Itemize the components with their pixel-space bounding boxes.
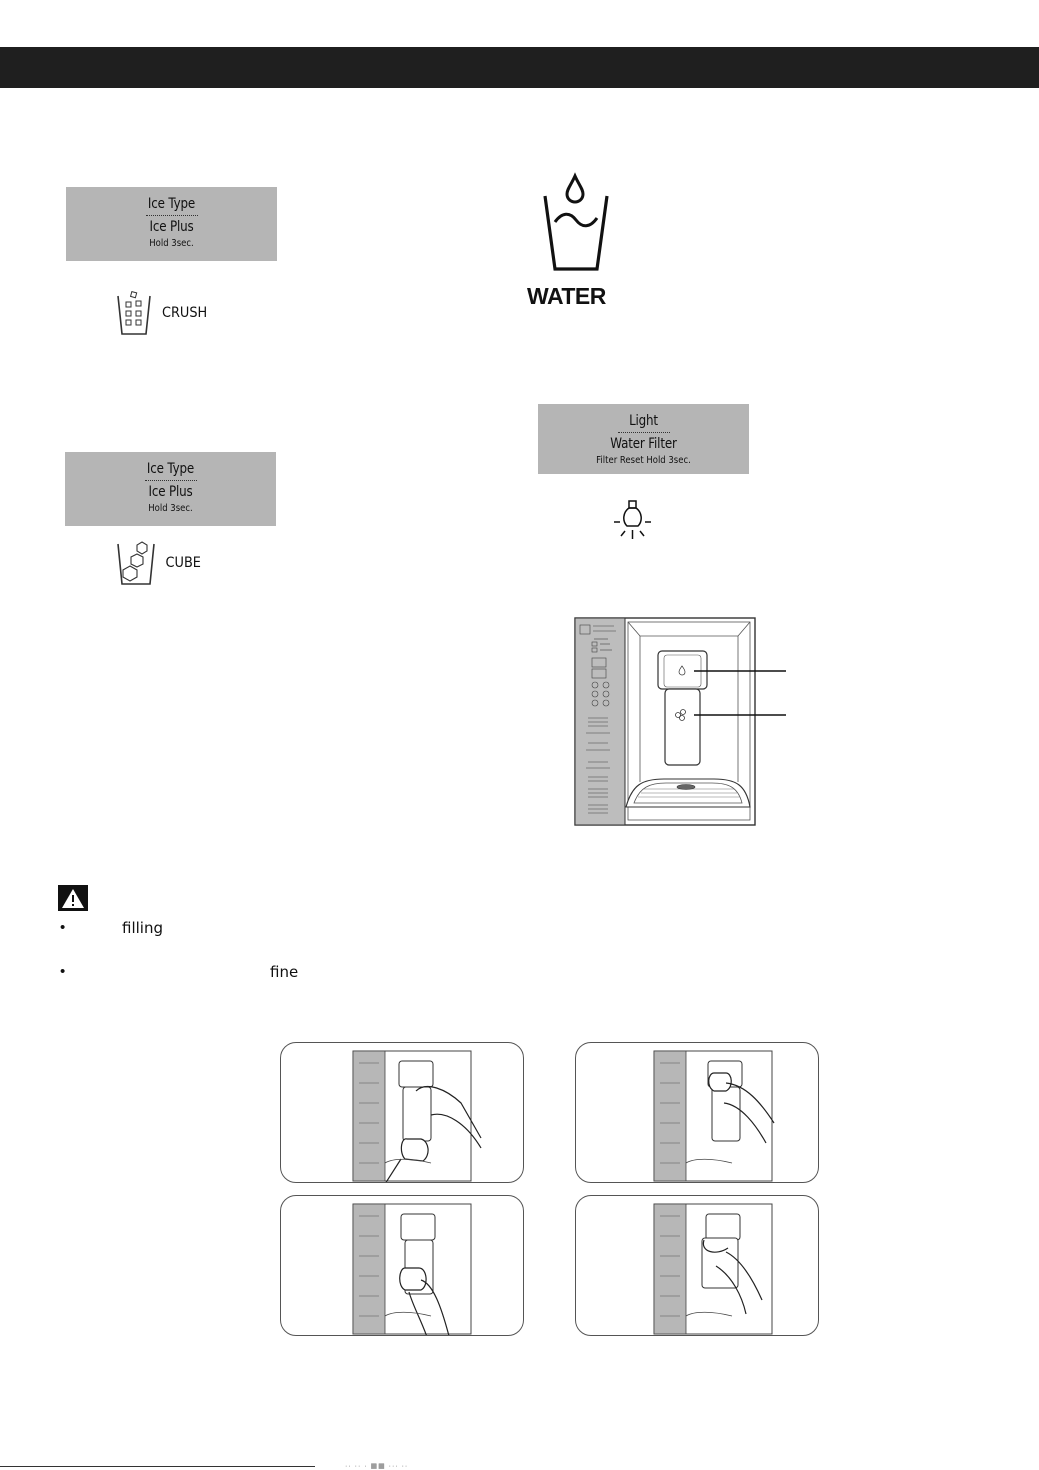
filter-reset-label: Filter Reset Hold 3sec. <box>596 455 691 466</box>
light-bulb-icon <box>611 499 655 541</box>
footer-marks: ·· ·· · ▦▦ ··· ·· <box>345 1463 409 1470</box>
header-bar <box>0 47 1039 88</box>
dispenser-hand-illustration <box>281 1043 524 1183</box>
ice-type-button-panel-bottom[interactable] <box>65 452 276 526</box>
ice-plus-label: Ice Plus <box>148 484 193 500</box>
cube-label: CUBE <box>165 555 201 571</box>
ice-plus-label: Ice Plus <box>149 219 194 235</box>
dotted-separator <box>146 215 198 216</box>
dispenser-hand-illustration <box>576 1196 819 1336</box>
warning-triangle-icon <box>58 885 88 911</box>
crushed-ice-cup-icon <box>116 290 152 336</box>
cube-indicator <box>116 540 202 586</box>
dispenser-diagram <box>574 617 786 827</box>
step-illustration-2 <box>575 1042 819 1183</box>
dotted-separator <box>145 480 197 481</box>
light-label: Light <box>629 413 658 429</box>
hold-label: Hold 3sec. <box>148 503 193 514</box>
crush-label: CRUSH <box>161 305 208 321</box>
ice-type-button-panel-top[interactable] <box>66 187 277 261</box>
ice-type-label: Ice Type <box>146 461 195 477</box>
hold-label: Hold 3sec. <box>149 238 194 249</box>
water-filter-label: Water Filter <box>610 436 677 452</box>
caution-word-2: fine <box>270 963 299 981</box>
water-label: WATER <box>527 283 606 309</box>
crush-indicator <box>116 290 209 336</box>
water-glass-icon <box>538 172 614 274</box>
ice-type-label: Ice Type <box>147 196 196 212</box>
light-button-panel[interactable] <box>538 404 749 474</box>
dispenser-hand-illustration <box>281 1196 524 1336</box>
ice-cube-cup-icon <box>116 540 156 586</box>
dotted-separator <box>618 432 670 433</box>
footer-rule <box>0 1466 315 1467</box>
caution-word-1: filling <box>122 919 163 937</box>
step-illustration-1 <box>280 1042 524 1183</box>
bullet-dot: • <box>60 919 66 936</box>
dispenser-hand-illustration <box>576 1043 819 1183</box>
step-illustration-4 <box>575 1195 819 1336</box>
bullet-dot: • <box>60 963 66 980</box>
step-illustration-3 <box>280 1195 524 1336</box>
